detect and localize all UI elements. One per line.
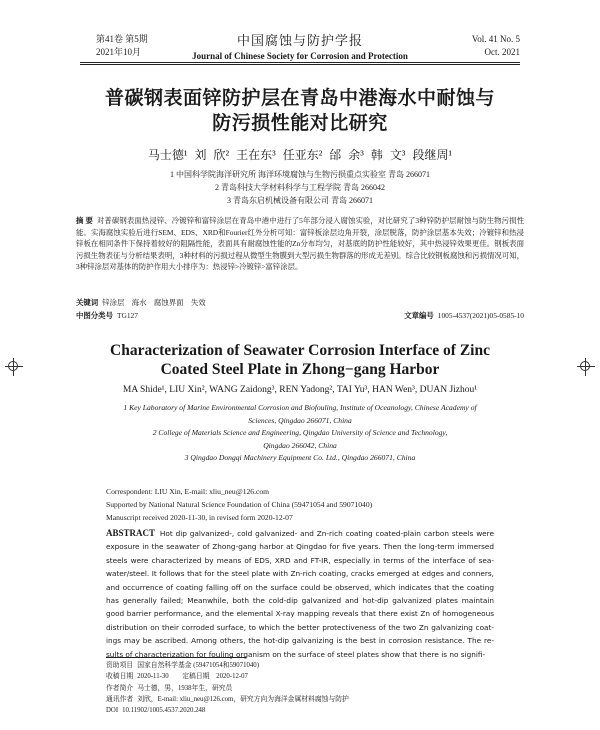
english-meta — [106, 485, 372, 524]
chinese-abstract-text: 对普碳钢表面热浸锌、冷镀锌和富锌涂层在青岛中港中进行了5年部分浸入腐蚀实验，对比研究了3种锌防护层耐蚀与防生物污损性能。实海腐蚀实验后进行SEM、EDS、XRD和Fourier红外分析可知：富锌板涂层边角开裂，涂层脱落，防护涂层基本失效；冷镀锌和热浸锌板在相同条件下保持着较好的阻隔性能，表面具有耐腐蚀性能的Zn分布均匀，对基底的防护性能较好，其中热浸锌效果更佳。钢板表面污损生物表征与分析结果表明，3种材料的污损过程从微型生物膜到大型污损生物群落的形成无差别。综合比较钢板腐蚀和污损情况可知，3种锌涂层对基体的防护作用大小排序为：热浸锌>冷镀锌>富锌涂层。 — [76, 216, 524, 271]
english-affiliation: Sciences, Qingdao 266071, China — [248, 415, 352, 425]
date-cn: 2021年10月 — [96, 47, 142, 57]
chinese-keywords — [76, 297, 206, 308]
article-number-label: 文章编号 — [404, 311, 434, 320]
english-affiliation: 3 Qingdao Dongqi Machinery Equipment Co. Ltd., Qingdao 266071, China — [184, 453, 416, 462]
chinese-title-line-2: 防污损性能对比研究 — [212, 112, 388, 134]
footnote-value: 刘欣，E-mail: xliu_neu@126.com，研究方向为海洋金属材料腐蚀与防护 — [137, 695, 349, 703]
footnote — [106, 683, 349, 694]
chinese-abstract — [76, 215, 524, 273]
footnote — [106, 660, 349, 671]
footnote-value: 国家自然科学基金 (59471054和59071040) — [137, 662, 259, 669]
footnote-rule — [106, 657, 246, 658]
chinese-authors: 马士德¹ 刘 欣² 王在东³ 任亚东² 邰 余³ 韩 文³ 段继周¹ — [147, 148, 453, 162]
journal-name-en: Journal of Chinese Society for Corrosion and Protection — [192, 51, 408, 61]
classification-number — [76, 310, 138, 321]
english-title-line-2: Coated Steel Plate in Zhong−gang Harbor — [160, 361, 440, 378]
manuscript-dates: Manuscript received 2020-11-30, in revised form 2020-12-07 — [106, 513, 293, 522]
chinese-affiliation: 2 青岛科技大学材料科学与工程学院 青岛 266042 — [215, 183, 385, 192]
footnote-value: 10.11902/1005.4537.2020.248 — [122, 707, 206, 715]
classification-value: TG127 — [116, 311, 138, 320]
article-number-value: 1005-4537(2021)05-0585-10 — [437, 311, 524, 320]
header-rule — [80, 62, 520, 63]
chinese-affiliation: 3 青岛东启机械设备有限公司 青岛 266071 — [227, 196, 373, 205]
chinese-abstract-label: 摘 要 — [76, 216, 93, 225]
footnote — [106, 705, 349, 716]
chinese-affiliations — [80, 168, 520, 207]
footnotes — [106, 660, 349, 716]
english-affiliation: 1 Key Laboratory of Marine Environmental Corrosion and Biofouling, Institute of Oceanology, Chinese Academy of — [123, 403, 477, 412]
volume-en: Vol. 41 No. 5 — [471, 34, 520, 44]
crop-mark-left — [5, 358, 23, 376]
footnote-label: 作者简介 — [106, 684, 134, 692]
correspondent: Correspondent: LIU Xin, E-mail: xliu_neu@126.com — [106, 487, 270, 496]
footnote — [106, 671, 349, 682]
volume-cn: 第41卷 第5期 — [96, 34, 148, 44]
footnote-value: 马士德，男，1938年生，研究员 — [137, 684, 233, 692]
chinese-title — [70, 86, 530, 136]
header-right — [472, 33, 520, 59]
english-abstract-label: ABSTRACT — [106, 528, 156, 538]
journal-name-cn: 中国腐蚀与防护学报 — [236, 34, 363, 49]
english-title — [70, 341, 530, 379]
footnote-label: 通讯作者 — [106, 695, 134, 703]
header-rule-thin — [80, 64, 520, 65]
english-affiliation: 2 College of Materials Science and Engineering, Qingdao University of Science and Technology, — [152, 428, 448, 437]
footnote-label: 收稿日期 — [106, 673, 134, 681]
article-number — [404, 310, 524, 321]
chinese-title-line-1: 普碳钢表面锌防护层在青岛中港海水中耐蚀与 — [104, 87, 495, 109]
english-title-line-1: Characterization of Seawater Corrosion Interface of Zinc — [110, 342, 490, 359]
crop-mark-right — [577, 358, 595, 376]
english-abstract — [106, 527, 494, 661]
footnote-label: DOI — [106, 707, 119, 715]
footnote-label: 资助项目 — [106, 662, 134, 669]
english-abstract-text: Hot dip galvanized-, cold galvanized- and Zn-rich coating coated-plain carbon steels were exposure in the seawater of Zhong-gang harbor at Qingdao for five years. Then the long-term immersed steels were characterized by means of EDS, XRD and FT-IR, especially in terms of the interface of sea-water/steel. It follows that for the steel plate with Zn-rich coating, cracks emerged at edges and conners, and occurrence of coating falling off on the surface could be observed, which indicates that the coating has generally failed; Meanwhile, both the cold-dip galvanized and hot-dip galvanized plates maintain good barrier performance, and the elemental X-ray mapping reveals that there exist Zn of homogeneous distribution on their corroded surface, to which the better protectiveness of the two Zn galvanizing coat-ings may be ascribed. Among others, the hot-dip galvanizing is the best in corrosion resistance. The re-sults of characterization for fouling organism on the surface of steel plates show that there is no signifi- — [106, 529, 494, 659]
date-en: Oct. 2021 — [484, 47, 520, 57]
footnote-value: 2020-11-30 定稿日期 2020-12-07 — [137, 673, 248, 681]
footnote — [106, 694, 349, 705]
funding-statement: Supported by National Natural Science Foundation of China (59471054 and 59071040) — [106, 500, 373, 509]
english-affiliation: Qingdao 266042, China — [263, 440, 337, 450]
chinese-keywords-label: 关键词 — [76, 298, 99, 307]
chinese-keywords-text: 锌涂层 海水 腐蚀界面 失效 — [102, 298, 206, 307]
chinese-affiliation: 1 中国科学院海洋研究所 海洋环境腐蚀与生物污损重点实验室 青岛 266071 — [170, 170, 430, 179]
english-authors: MA Shide¹, LIU Xin², WANG Zaidong³, REN Yadong², TAI Yu³, HAN Wen³, DUAN Jizhou¹ — [122, 385, 478, 395]
classification-label: 中图分类号 — [76, 311, 113, 320]
journal-header — [140, 30, 460, 61]
english-affiliations — [76, 402, 524, 465]
